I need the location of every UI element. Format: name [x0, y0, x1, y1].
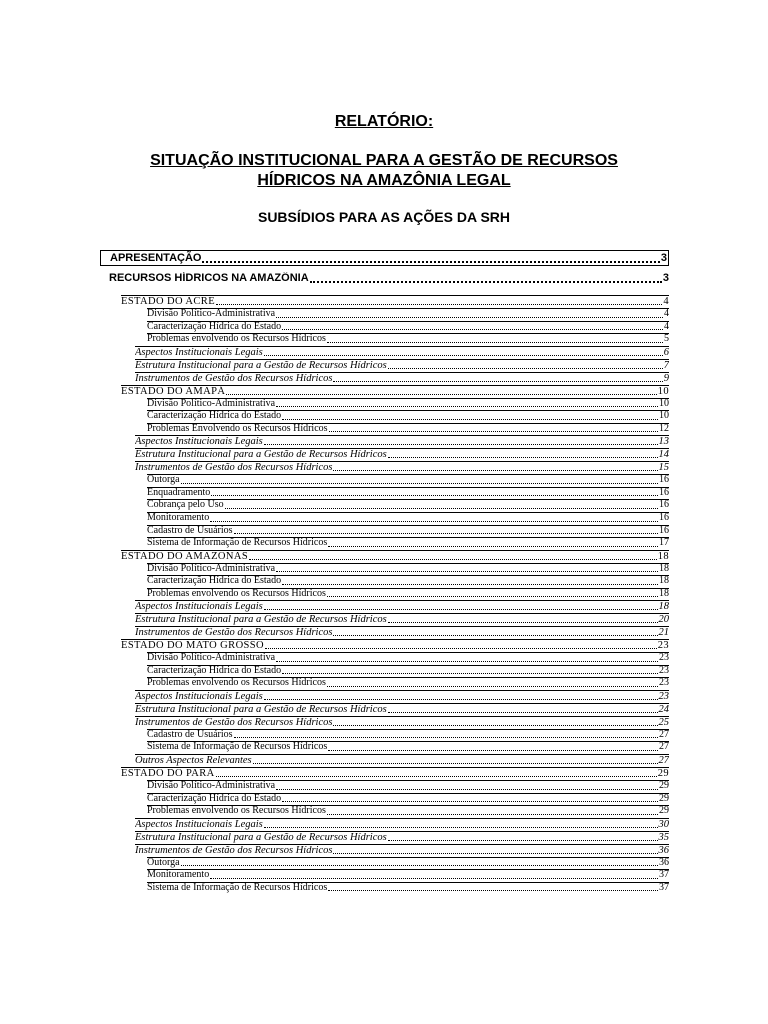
toc-entry[interactable] — [135, 359, 669, 372]
toc-entry-label: Cobrança pelo Uso — [147, 499, 224, 511]
toc-entry-label: Aspectos Institucionais Legais — [135, 818, 263, 830]
toc-entry-label: Problemas envolvendo os Recursos Hídricos — [147, 805, 326, 817]
toc-entry-label: RECURSOS HÍDRICOS NA AMAZÔNIA — [109, 272, 309, 284]
toc-entry-label: Estrutura Institucional para a Gestão de Recursos Hídricos — [135, 831, 387, 843]
toc-entry-page: 27 — [659, 741, 669, 753]
toc-entry-label: Outros Aspectos Relevantes — [135, 755, 252, 766]
toc-entry-page: 37 — [659, 881, 669, 893]
toc-entry-page: 7 — [663, 359, 669, 371]
toc-leader-dots — [276, 661, 658, 662]
toc-leader-dots — [276, 571, 658, 572]
toc-entry-label: Estrutura Institucional para a Gestão de Recursos Hídricos — [135, 359, 387, 371]
toc-entry[interactable] — [147, 410, 669, 423]
toc-entry[interactable] — [147, 741, 669, 754]
toc-entry[interactable] — [121, 550, 669, 563]
toc-entry[interactable] — [147, 525, 669, 538]
toc-leader-dots — [225, 508, 658, 509]
toc-leader-dots — [327, 686, 658, 687]
toc-entry-page: 16 — [659, 499, 669, 511]
toc-leader-dots — [388, 457, 658, 458]
toc-entry-page: 10 — [659, 410, 669, 422]
toc-leader-dots — [282, 419, 658, 420]
toc-entry[interactable] — [147, 575, 669, 588]
toc-leader-dots — [329, 431, 658, 432]
toc-entry-label: Cadastro de Usuários — [147, 728, 233, 740]
toc-entry-label: Outorga — [147, 856, 180, 868]
toc-entry[interactable] — [147, 588, 669, 601]
toc-entry-page: 14 — [658, 449, 669, 461]
toc-entry-page: 37 — [659, 869, 669, 881]
toc-entry-page: 29 — [657, 768, 669, 779]
toc-entry[interactable] — [121, 767, 669, 780]
toc-entry[interactable] — [135, 600, 669, 613]
toc-entry[interactable] — [135, 844, 669, 857]
toc-entry-page: 27 — [658, 755, 669, 766]
toc-entry-label: Caracterização Hídrica do Estado — [147, 664, 282, 676]
toc-entry[interactable] — [147, 729, 669, 742]
toc-entry-page: 30 — [658, 818, 669, 830]
toc-leader-dots — [282, 801, 658, 802]
document-title: RELATÓRIO: — [334, 113, 434, 130]
toc-leader-dots — [388, 368, 663, 369]
toc-entry[interactable] — [147, 512, 669, 525]
toc-leader-dots — [202, 261, 659, 263]
toc-entry[interactable] — [135, 346, 669, 359]
toc-entry-label: Outorga — [147, 474, 180, 486]
toc-leader-dots — [276, 317, 663, 318]
toc-entry[interactable] — [135, 613, 669, 626]
toc-entry[interactable] — [147, 398, 669, 411]
toc-leader-dots — [388, 712, 658, 713]
toc-entry[interactable] — [135, 461, 669, 474]
toc-entry[interactable] — [121, 639, 669, 652]
toc-leader-dots — [276, 406, 658, 407]
toc-entry-label: Problemas envolvendo os Recursos Hídricos — [147, 677, 326, 689]
toc-entry-page: 16 — [659, 486, 669, 498]
toc-entry-label: Divisão Político-Administrativa — [147, 652, 276, 664]
toc-entry-label: Estrutura Institucional para a Gestão de Recursos Hídricos — [135, 703, 387, 715]
toc-entry-page: 5 — [664, 333, 669, 345]
toc-leader-dots — [210, 878, 658, 879]
toc-leader-dots — [333, 853, 657, 854]
toc-entry-label: Caracterização Hídrica do Estado — [147, 320, 282, 332]
toc-entry-label: Cadastro de Usuários — [147, 524, 233, 536]
toc-entry-label: Sistema de Informação de Recursos Hídricos — [147, 881, 328, 893]
toc-entry-label: Aspectos Institucionais Legais — [135, 601, 263, 613]
toc-leader-dots — [264, 609, 658, 610]
toc-leader-dots — [333, 470, 657, 471]
toc-entry-label: Aspectos Institucionais Legais — [135, 436, 263, 448]
toc-entry[interactable] — [147, 333, 669, 346]
toc-entry-label: Estrutura Institucional para a Gestão de Recursos Hídricos — [135, 449, 387, 461]
toc-entry-page: 25 — [658, 716, 669, 728]
toc-leader-dots — [210, 521, 658, 522]
toc-leader-dots — [264, 699, 658, 700]
toc-entry-page: 10 — [659, 397, 669, 409]
toc-leader-dots — [216, 776, 657, 777]
toc-entry-label: APRESENTAÇÃO — [110, 252, 202, 264]
toc-entry-label: Problemas Envolvendo os Recursos Hídricos — [147, 422, 328, 434]
toc-leader-dots — [327, 596, 658, 597]
toc-entry-page: 36 — [659, 856, 669, 868]
toc-leader-dots — [181, 865, 658, 866]
toc-entry-label: Aspectos Institucionais Legais — [135, 690, 263, 702]
toc-leader-dots — [282, 673, 658, 674]
toc-entry-page: 24 — [658, 703, 669, 715]
toc-entry-label: ESTADO DO AMAZONAS — [121, 550, 249, 562]
toc-entry[interactable] — [147, 805, 669, 818]
toc-entry-page: 23 — [659, 677, 669, 689]
toc-entry[interactable] — [121, 385, 669, 398]
toc-entry-page: 18 — [659, 562, 669, 574]
toc-entry[interactable] — [147, 869, 669, 882]
toc-leader-dots — [328, 890, 658, 891]
toc-entry[interactable] — [135, 448, 669, 461]
toc-leader-dots — [333, 635, 657, 636]
toc-entry[interactable] — [147, 857, 669, 870]
toc-entry-page: 4 — [664, 308, 669, 319]
toc-leader-dots — [388, 840, 658, 841]
toc-entry[interactable] — [109, 272, 669, 285]
toc-leader-dots — [264, 827, 658, 828]
toc-entry-label: Problemas envolvendo os Recursos Hídricos — [147, 333, 326, 345]
toc-leader-dots — [327, 342, 663, 343]
toc-entry-label: ESTADO DO PARÁ — [121, 768, 215, 779]
toc-entry-label: Divisão Político-Administrativa — [147, 397, 276, 409]
toc-entry-page: 21 — [658, 627, 669, 639]
toc-entry[interactable] — [135, 372, 669, 385]
toc-leader-dots — [333, 725, 657, 726]
toc-entry[interactable] — [147, 665, 669, 678]
toc-entry-label: Monitoramento — [147, 869, 210, 881]
toc-entry-page: 13 — [658, 436, 669, 448]
toc-entry[interactable] — [135, 818, 669, 831]
toc-leader-dots — [265, 648, 657, 649]
toc-leader-dots — [264, 355, 663, 356]
toc-entry-page: 18 — [657, 550, 669, 562]
toc-entry-label: Sistema de Informação de Recursos Hídricos — [147, 741, 328, 753]
toc-entry[interactable] — [135, 754, 669, 767]
toc-entry-page: 23 — [658, 690, 669, 702]
toc-entry-page: 23 — [659, 664, 669, 676]
toc-leader-dots — [181, 483, 658, 484]
toc-entry[interactable] — [147, 793, 669, 806]
toc-entry-page: 16 — [659, 474, 669, 486]
toc-entry-page: 18 — [659, 587, 669, 599]
toc-leader-dots — [327, 814, 658, 815]
toc-entry-page: 9 — [663, 372, 669, 384]
toc-entry-page: 6 — [663, 346, 669, 358]
toc-entry-page: 18 — [659, 575, 669, 587]
toc-leader-dots — [282, 584, 658, 585]
toc-entry[interactable] — [147, 423, 669, 436]
toc-entry-label: ESTADO DO AMAPÁ — [121, 385, 226, 397]
toc-entry-page: 35 — [658, 831, 669, 843]
toc-entry[interactable] — [100, 250, 669, 266]
toc-entry-label: Caracterização Hídrica do Estado — [147, 410, 282, 422]
toc-entry[interactable] — [135, 703, 669, 716]
toc-entry-label: Sistema de Informação de Recursos Hídricos — [147, 537, 328, 549]
toc-entry-label: ESTADO DO MATO GROSSO — [121, 640, 265, 652]
toc-entry[interactable] — [147, 652, 669, 665]
toc-entry-label: Instrumentos de Gestão dos Recursos Hídricos — [135, 716, 333, 728]
toc-entry[interactable] — [135, 435, 669, 448]
toc-entry-label: Divisão Político-Administrativa — [147, 308, 276, 319]
toc-entry-page: 29 — [659, 805, 669, 817]
document-subtitle: SITUAÇÃO INSTITUCIONAL PARA A GESTÃO DE RECURSOS HÍDRICOS NA AMAZÔNIA LEGAL — [150, 152, 618, 189]
toc-entry-label: ESTADO DO ACRE — [121, 296, 216, 307]
toc-entry-label: Problemas envolvendo os Recursos Hídricos — [147, 587, 326, 599]
toc-entry[interactable] — [135, 831, 669, 844]
toc-entry-label: Enquadramento — [147, 486, 211, 498]
toc-entry-label: Instrumentos de Gestão dos Recursos Hídricos — [135, 372, 333, 384]
toc-leader-dots — [249, 559, 657, 560]
toc-entry[interactable] — [121, 295, 669, 308]
toc-entry-page: 15 — [658, 462, 669, 474]
toc-leader-dots — [310, 281, 662, 283]
toc-entry-page: 20 — [658, 614, 669, 626]
toc-entry[interactable] — [135, 690, 669, 703]
toc-entry-page: 23 — [657, 640, 669, 652]
toc-leader-dots — [276, 789, 658, 790]
toc-entry[interactable] — [147, 563, 669, 576]
toc-leader-dots — [211, 495, 658, 496]
document-subtitle-2: SUBSÍDIOS PARA AS AÇÕES DA SRH — [257, 209, 511, 225]
toc-entry-label: Instrumentos de Gestão dos Recursos Hídricos — [135, 844, 333, 856]
toc-entry[interactable] — [147, 474, 669, 487]
toc-entry[interactable] — [147, 537, 669, 550]
toc-entry-page: 3 — [660, 252, 667, 264]
toc-entry-label: Divisão Político-Administrativa — [147, 780, 276, 791]
toc-leader-dots — [333, 381, 662, 382]
toc-entry-page: 27 — [659, 728, 669, 740]
toc-entry-page: 4 — [664, 320, 669, 332]
toc-entry-label: Caracterização Hídrica do Estado — [147, 575, 282, 587]
toc-leader-dots — [226, 394, 656, 395]
toc-entry-page: 17 — [659, 537, 669, 549]
toc-entry-page: 3 — [662, 272, 669, 284]
toc-entry-label: Instrumentos de Gestão dos Recursos Hídricos — [135, 462, 333, 474]
toc-entry[interactable] — [147, 882, 669, 895]
toc-entry-label: Divisão Político-Administrativa — [147, 562, 276, 574]
toc-entry-page: 10 — [657, 385, 669, 397]
toc-entry[interactable] — [147, 499, 669, 512]
toc-entry-label: Caracterização Hídrica do Estado — [147, 792, 282, 804]
toc-entry[interactable] — [147, 780, 669, 793]
toc-leader-dots — [253, 763, 658, 764]
toc-entry-page: 36 — [658, 844, 669, 856]
toc-entry-page: 29 — [659, 792, 669, 804]
toc-entry-label: Estrutura Institucional para a Gestão de Recursos Hídricos — [135, 614, 387, 626]
toc-leader-dots — [328, 546, 658, 547]
toc-entry[interactable] — [147, 308, 669, 321]
toc-entry-page: 4 — [663, 296, 669, 307]
toc-entry-label: Monitoramento — [147, 511, 210, 523]
toc-entry[interactable] — [135, 626, 669, 639]
toc-entry-page: 16 — [659, 524, 669, 536]
toc-entry-page: 23 — [659, 652, 669, 664]
toc-entry-page: 16 — [659, 511, 669, 523]
toc-leader-dots — [264, 444, 658, 445]
toc-leader-dots — [216, 304, 662, 305]
toc-entry-label: Aspectos Institucionais Legais — [135, 346, 263, 358]
toc-entry[interactable] — [147, 321, 669, 334]
toc-leader-dots — [234, 533, 658, 534]
toc-entry[interactable] — [147, 487, 669, 500]
toc-entry-page: 12 — [659, 422, 669, 434]
toc-leader-dots — [388, 622, 658, 623]
toc-entry-label: Instrumentos de Gestão dos Recursos Hídricos — [135, 627, 333, 639]
toc-leader-dots — [328, 750, 658, 751]
toc-leader-dots — [234, 737, 658, 738]
toc-entry[interactable] — [135, 716, 669, 729]
toc-entry[interactable] — [147, 677, 669, 690]
toc-entry-page: 29 — [659, 780, 669, 791]
toc-entry-page: 18 — [658, 601, 669, 613]
toc-leader-dots — [282, 329, 663, 330]
